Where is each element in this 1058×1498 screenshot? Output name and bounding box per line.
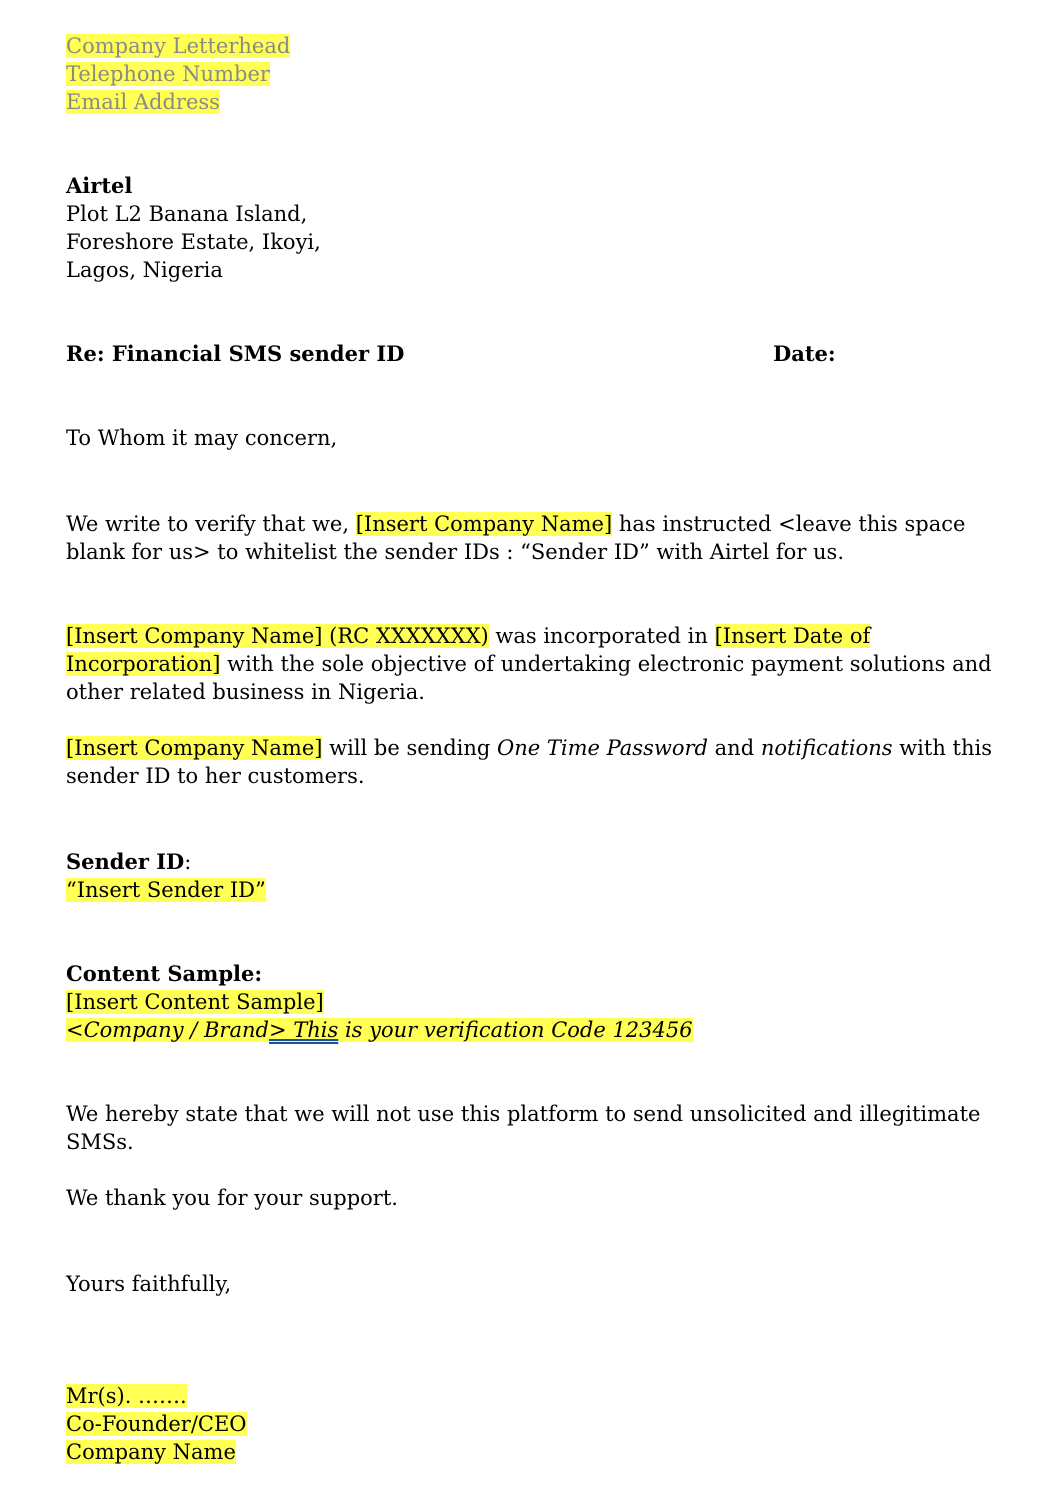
para3-text-a: will be sending [322,736,498,760]
para3-text-c: with this [892,736,992,760]
para1-line1 [66,510,965,538]
sender-id-placeholder: “Insert Sender ID” [66,878,266,902]
content-sample-placeholder: [Insert Content Sample] [66,990,324,1014]
para3-notifications-text: notifications [760,736,893,760]
para4-line1: We hereby state that we will not use this platform to send unsolicited and illegitimate [66,1102,981,1126]
para3-line2: sender ID to her customers. [66,764,365,788]
letterhead-company [66,32,290,60]
para2-text-b: with the sole objective of undertaking electronic payment solutions and [220,652,992,676]
recipient-name: Airtel [66,173,133,198]
para2-line1 [66,622,870,650]
content-sample-example-b: is your verification Code 123456 [338,1018,693,1042]
content-sample-example-underlined: > This [268,1018,339,1042]
recipient-address-line3: Lagos, Nigeria [66,258,223,282]
content-sample-label: Content Sample: [66,961,263,986]
signature-title: Co-Founder/CEO [66,1412,247,1436]
salutation: To Whom it may concern, [66,426,338,450]
company-name-placeholder-2: [Insert Company Name] [66,736,323,760]
letterhead-company-text: Company Letterhead [66,34,291,58]
letterhead-email-text: Email Address [66,90,220,114]
para3-line1 [66,734,992,762]
recipient-address-line1: Plot L2 Banana Island, [66,202,308,226]
para2-text-a: was incorporated in [488,624,715,648]
para1-text-b: has instructed <leave this space [612,512,966,536]
sender-id-label: Sender ID [66,849,185,874]
para2-line3: other related business in Nigeria. [66,680,425,704]
signature-company-line [66,1438,236,1466]
letterhead-telephone [66,60,270,88]
thanks-line: We thank you for your support. [66,1186,398,1210]
para2-line2 [66,650,992,678]
date-label: Date: [773,341,836,366]
content-sample-example-a: <Company / Brand [66,1018,269,1042]
para3-text-b: and [707,736,761,760]
letterhead-email [66,88,220,116]
incorporation-placeholder-cont: Incorporation] [66,652,221,676]
sender-id-value-line [66,876,266,904]
para1-line2: blank for us> to whitelist the sender IDs : “Sender ID” with Airtel for us. [66,540,845,564]
company-name-placeholder: [Insert Company Name] [355,512,613,536]
company-rc-placeholder: [Insert Company Name] (RC XXXXXXX) [66,624,489,648]
signature-title-line [66,1410,247,1438]
signature-company: Company Name [66,1440,236,1464]
letterhead-telephone-text: Telephone Number [66,62,270,86]
subject-line: Re: Financial SMS sender ID [66,341,405,366]
content-sample-example [66,1018,693,1042]
para4-line2: SMSs. [66,1130,134,1154]
recipient-address-line2: Foreshore Estate, Ikoyi, [66,230,321,254]
content-sample-placeholder-line [66,988,324,1016]
sender-id-heading [66,848,191,876]
signature-name: Mr(s). ……. [66,1384,187,1408]
sender-id-colon: : [184,850,192,874]
incorporation-date-placeholder: [Insert Date of [714,624,871,648]
signature-name-line [66,1382,187,1410]
content-sample-example-line [66,1016,693,1044]
para3-otp-text: One Time Password [497,736,708,760]
para1-text-a: We write to verify that we, [66,512,356,536]
closing-line: Yours faithfully, [66,1272,232,1296]
